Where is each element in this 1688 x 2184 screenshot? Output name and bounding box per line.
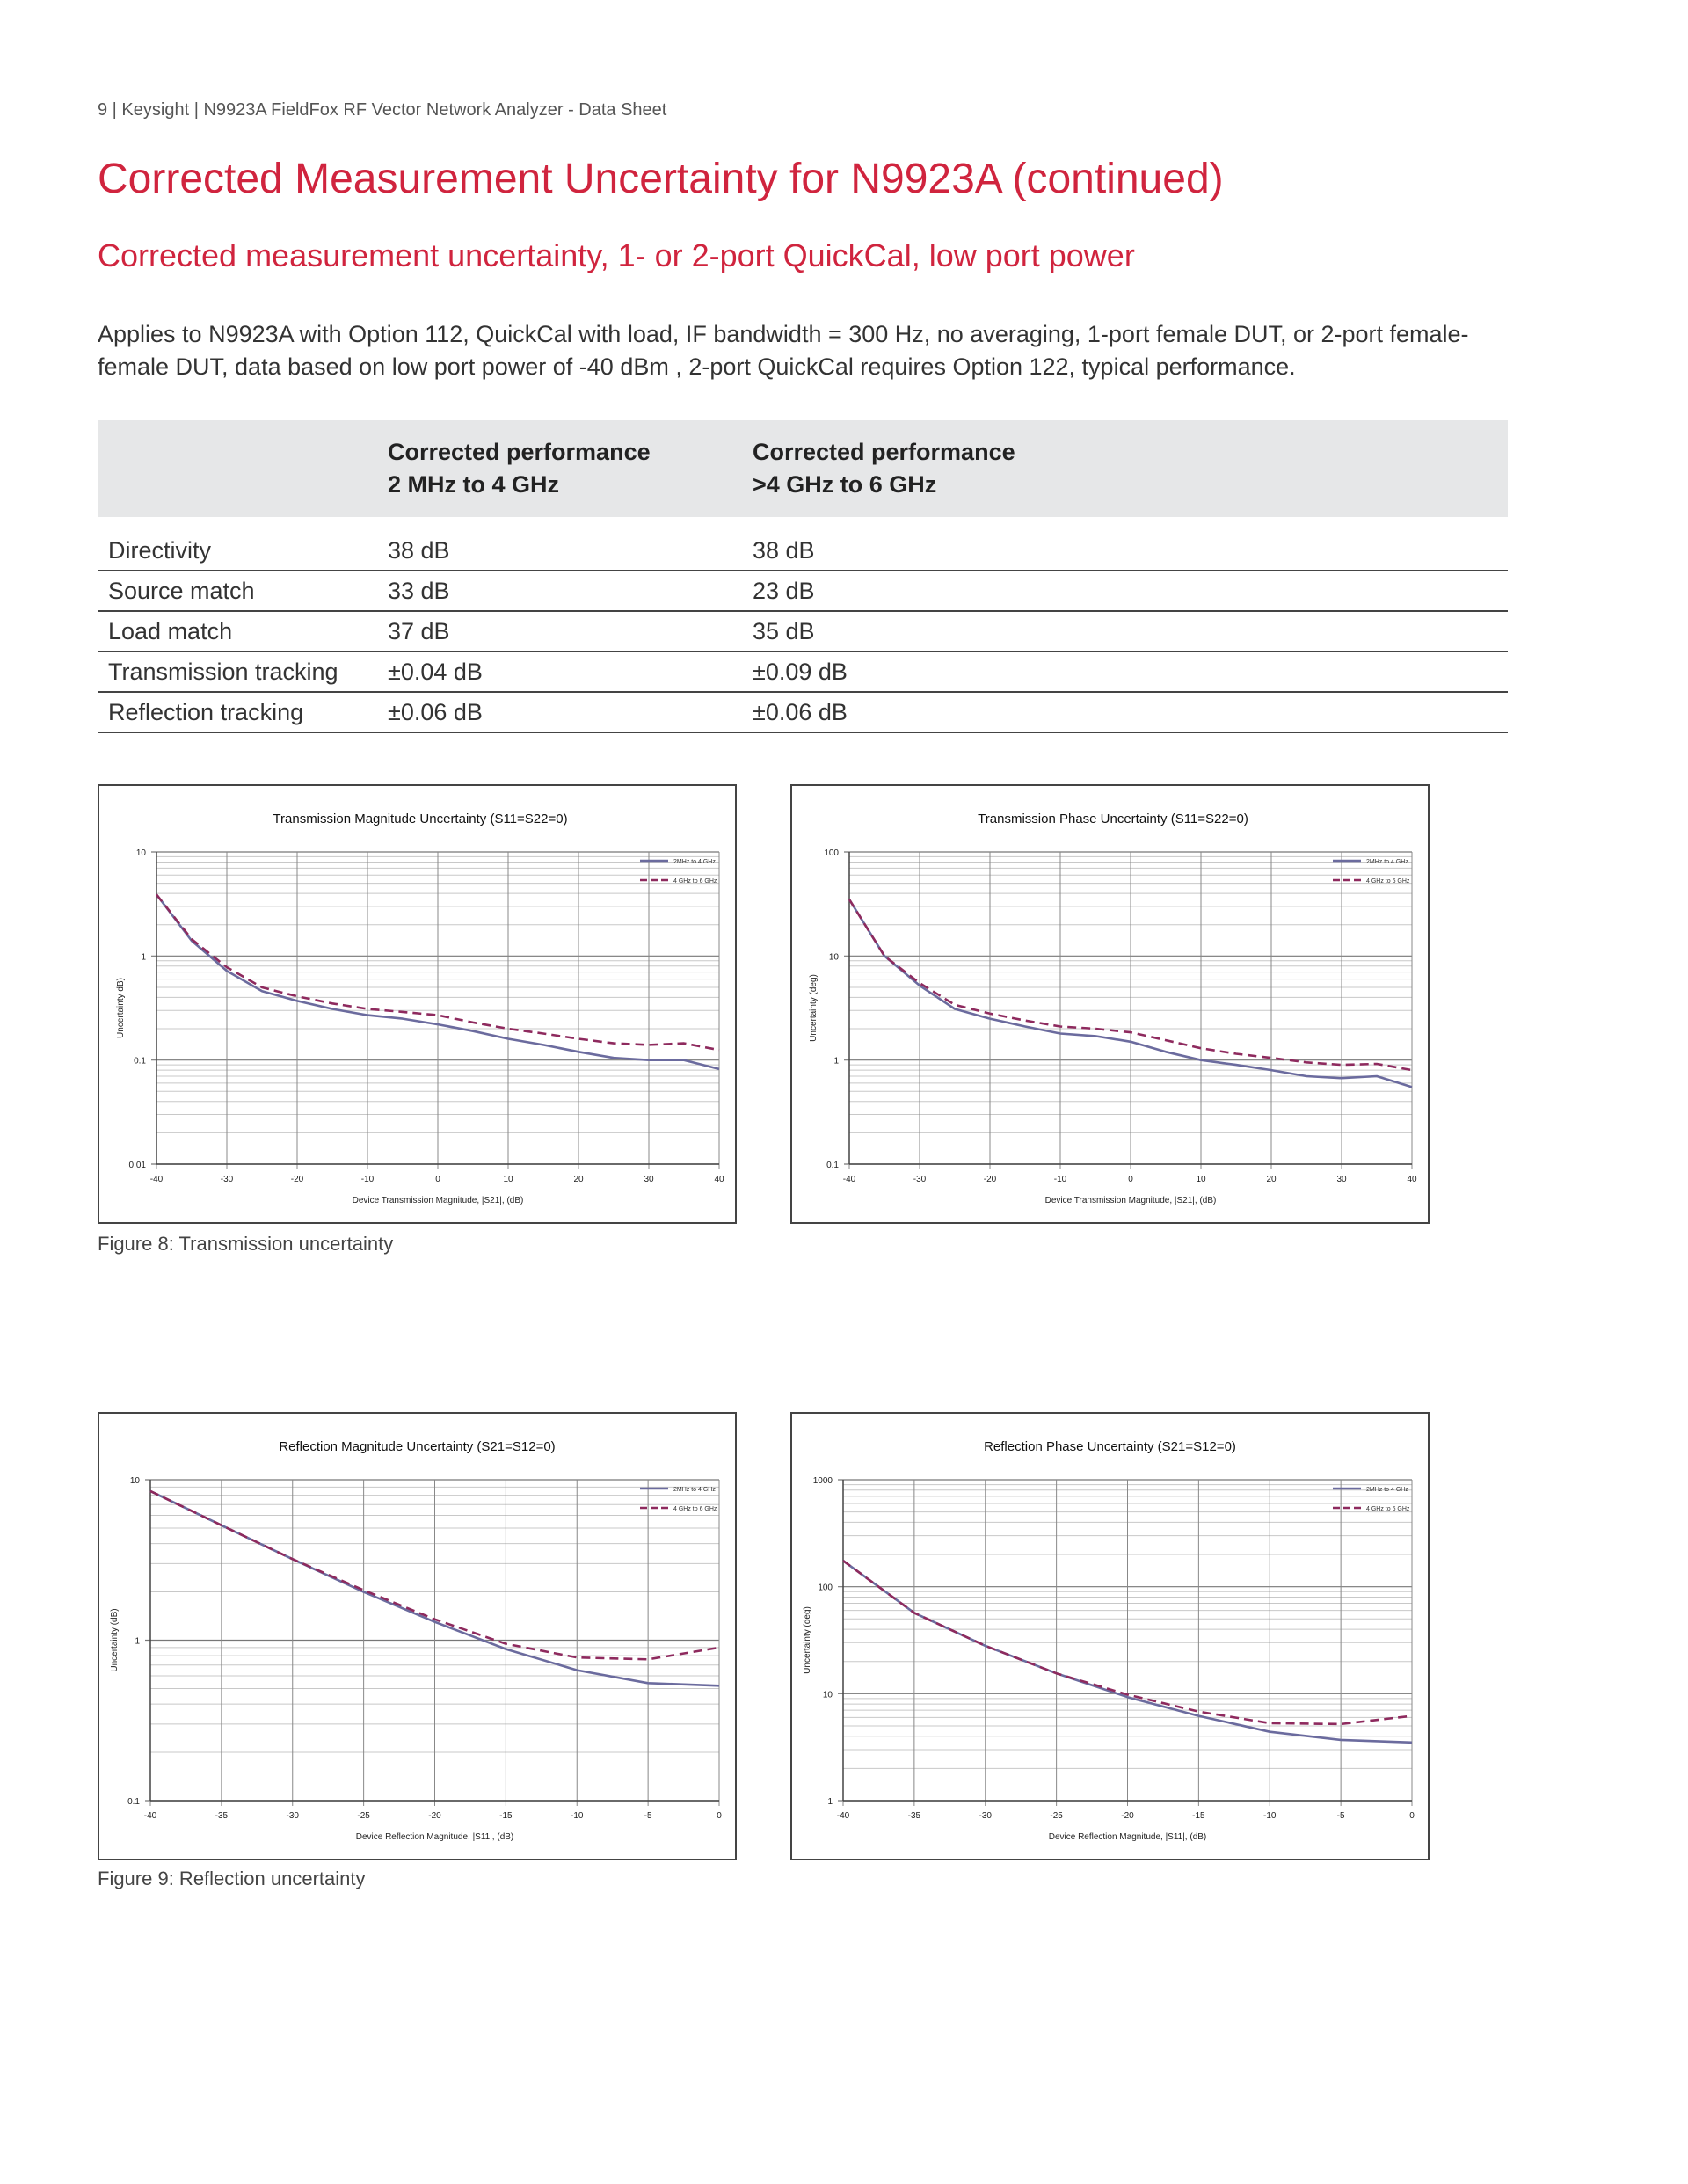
x-tick-label: 0 xyxy=(1128,1175,1133,1184)
x-tick-label: 30 xyxy=(644,1175,654,1184)
x-tick-label: -40 xyxy=(836,1811,850,1821)
x-tick-label: 0 xyxy=(435,1175,440,1184)
legend-entry: 4 GHz to 6 GHz xyxy=(673,1506,717,1512)
x-axis-label: Device Transmission Magnitude, |S21|, (dB) xyxy=(1044,1196,1217,1205)
y-tick-label: 1 xyxy=(827,1797,833,1807)
x-tick-label: -35 xyxy=(215,1811,229,1821)
y-tick-label: 0.01 xyxy=(128,1161,146,1170)
x-tick-label: -40 xyxy=(842,1175,856,1184)
legend-entry: 2MHz to 4 GHz xyxy=(1366,1487,1408,1493)
legend-entry: 4 GHz to 6 GHz xyxy=(673,878,717,885)
chart-title: Transmission Magnitude Uncertainty (S11=S22=0) xyxy=(273,812,568,826)
legend-entry: 2MHz to 4 GHz xyxy=(673,1487,716,1493)
y-tick-label: 100 xyxy=(824,848,839,858)
y-tick-label: 100 xyxy=(818,1583,833,1593)
row-label: Load match xyxy=(98,611,388,652)
row-label: Transmission tracking xyxy=(98,652,388,692)
spec-table xyxy=(98,420,1508,733)
x-tick-label: -30 xyxy=(979,1811,992,1821)
y-tick-label: 0.1 xyxy=(127,1797,140,1807)
table-header-row xyxy=(98,420,1508,517)
header-col1-line2: 2 MHz to 4 GHz xyxy=(388,471,560,498)
row-label: Directivity xyxy=(98,517,388,571)
y-tick-label: 10 xyxy=(135,848,146,858)
x-tick-label: -20 xyxy=(983,1175,997,1184)
figure-9-caption: Figure 9: Reflection uncertainty xyxy=(98,1867,366,1889)
x-tick-label: -10 xyxy=(571,1811,584,1821)
chart-reflection-magnitude xyxy=(98,1412,737,1860)
chart-transmission-phase xyxy=(790,784,1430,1224)
x-tick-label: -10 xyxy=(1263,1811,1277,1821)
legend-entry: 4 GHz to 6 GHz xyxy=(1366,1506,1410,1512)
x-tick-label: 20 xyxy=(573,1175,584,1184)
y-tick-label: 1 xyxy=(141,952,146,963)
x-tick-label: 40 xyxy=(1407,1175,1417,1184)
row-value-2: 23 dB xyxy=(753,571,1508,611)
x-tick-label: -30 xyxy=(913,1175,927,1184)
table-row xyxy=(98,517,1508,571)
row-value-2: 35 dB xyxy=(753,611,1508,652)
section-subtitle: Corrected measurement uncertainty, 1- or 2-port QuickCal, low port power xyxy=(98,237,1135,273)
x-tick-label: -15 xyxy=(1192,1811,1205,1821)
chart-reflection-phase-svg xyxy=(792,1414,1428,1859)
y-tick-label: 10 xyxy=(822,1690,833,1700)
chart-title: Reflection Magnitude Uncertainty (S21=S12=0) xyxy=(279,1439,556,1454)
x-tick-label: 20 xyxy=(1266,1175,1277,1184)
y-tick-label: 1000 xyxy=(812,1476,833,1486)
chart-transmission-magnitude-svg xyxy=(99,786,735,1222)
row-value-1: 38 dB xyxy=(388,517,753,571)
header-blank xyxy=(98,420,388,517)
page-title: Corrected Measurement Uncertainty for N9923A (continued) xyxy=(98,156,1224,202)
y-tick-label: 10 xyxy=(828,952,839,963)
x-tick-label: -15 xyxy=(499,1811,513,1821)
row-value-1: ±0.06 dB xyxy=(388,692,753,732)
x-axis-label: Device Transmission Magnitude, |S21|, (dB) xyxy=(352,1196,524,1205)
chart-title: Reflection Phase Uncertainty (S21=S12=0) xyxy=(984,1439,1236,1454)
x-tick-label: 0 xyxy=(717,1811,722,1821)
header-col-4ghz-6ghz xyxy=(753,420,1508,517)
row-value-2: ±0.09 dB xyxy=(753,652,1508,692)
header-col1-line1: Corrected performance xyxy=(388,439,651,465)
chart-reflection-phase xyxy=(790,1412,1430,1860)
row-label: Source match xyxy=(98,571,388,611)
y-axis-label: Uncertainty (deg) xyxy=(809,974,819,1042)
x-tick-label: -30 xyxy=(286,1811,299,1821)
page-header: 9 | Keysight | N9923A FieldFox RF Vector Network Analyzer - Data Sheet xyxy=(98,100,667,120)
table-row xyxy=(98,692,1508,732)
x-tick-label: -5 xyxy=(1336,1811,1345,1821)
chart-title: Transmission Phase Uncertainty (S11=S22=0) xyxy=(978,812,1248,826)
x-tick-label: -10 xyxy=(360,1175,375,1184)
table-row xyxy=(98,652,1508,692)
x-tick-label: -5 xyxy=(644,1811,652,1821)
x-tick-label: -30 xyxy=(220,1175,234,1184)
y-tick-label: 0.1 xyxy=(134,1056,146,1067)
table-row xyxy=(98,571,1508,611)
y-axis-label: Uncertainty dB) xyxy=(116,978,126,1038)
x-tick-label: 0 xyxy=(1409,1811,1415,1821)
x-tick-label: -40 xyxy=(143,1811,157,1821)
x-tick-label: -35 xyxy=(907,1811,921,1821)
y-tick-label: 0.1 xyxy=(826,1161,839,1170)
figure-8-caption: Figure 8: Transmission uncertainty xyxy=(98,1233,394,1255)
y-tick-label: 1 xyxy=(833,1056,839,1067)
x-tick-label: 10 xyxy=(1196,1175,1206,1184)
y-tick-label: 10 xyxy=(129,1476,140,1486)
chart-transmission-phase-svg xyxy=(792,786,1428,1222)
header-col2-line2: >4 GHz to 6 GHz xyxy=(753,471,937,498)
row-value-1: 33 dB xyxy=(388,571,753,611)
intro-paragraph: Applies to N9923A with Option 112, QuickCal with load, IF bandwidth = 300 Hz, no averaging, 1-port female DUT, or 2-port female-female DUT, data based on low port power of -40 dBm , 2-port QuickCal requires Option 122, typical performance. xyxy=(98,321,1469,380)
x-tick-label: 40 xyxy=(714,1175,724,1184)
x-tick-label: -20 xyxy=(428,1811,441,1821)
x-axis-label: Device Reflection Magnitude, |S11|, (dB) xyxy=(355,1832,514,1842)
x-tick-label: -25 xyxy=(357,1811,370,1821)
x-tick-label: -25 xyxy=(1050,1811,1063,1821)
y-axis-label: Uncertainty (dB) xyxy=(110,1608,120,1672)
row-label: Reflection tracking xyxy=(98,692,388,732)
x-tick-label: -40 xyxy=(149,1175,164,1184)
legend-entry: 2MHz to 4 GHz xyxy=(673,859,716,865)
x-tick-label: -10 xyxy=(1053,1175,1067,1184)
row-value-2: 38 dB xyxy=(753,517,1508,571)
legend-entry: 4 GHz to 6 GHz xyxy=(1366,878,1410,885)
legend-entry: 2MHz to 4 GHz xyxy=(1366,859,1408,865)
row-value-1: 37 dB xyxy=(388,611,753,652)
header-col-2mhz-4ghz xyxy=(388,420,753,517)
chart-transmission-magnitude xyxy=(98,784,737,1224)
y-tick-label: 1 xyxy=(135,1636,140,1647)
x-tick-label: -20 xyxy=(290,1175,304,1184)
row-value-2: ±0.06 dB xyxy=(753,692,1508,732)
x-axis-label: Device Reflection Magnitude, |S11|, (dB) xyxy=(1048,1832,1207,1842)
x-tick-label: 30 xyxy=(1336,1175,1347,1184)
chart-reflection-magnitude-svg xyxy=(99,1414,735,1859)
y-axis-label: Uncertainty (deg) xyxy=(803,1606,812,1674)
header-col2-line1: Corrected performance xyxy=(753,439,1015,465)
row-value-1: ±0.04 dB xyxy=(388,652,753,692)
table-row xyxy=(98,611,1508,652)
x-tick-label: -20 xyxy=(1121,1811,1134,1821)
x-tick-label: 10 xyxy=(503,1175,513,1184)
